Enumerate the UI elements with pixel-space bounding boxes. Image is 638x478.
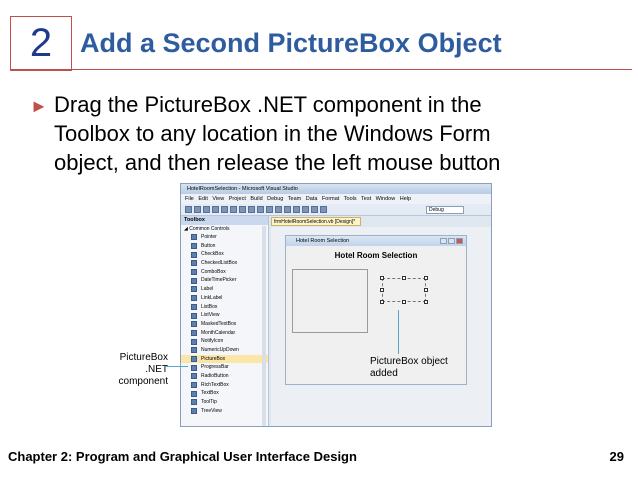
control-icon: [191, 234, 197, 240]
window-title: HotelRoomSelection - Microsoft Visual Studio: [181, 184, 491, 194]
control-icon: [191, 373, 197, 379]
toolbox-scrollbar: [262, 226, 266, 426]
toolbar-button-icon: [266, 206, 273, 213]
toolbar-button-icon: [239, 206, 246, 213]
toolbar-button-icon: [212, 206, 219, 213]
toolbox-item-label: ProgressBar: [201, 364, 229, 371]
toolbar-button-icon: [293, 206, 300, 213]
designer-tab: frmHotelRoomSelection.vb [Design]*: [271, 217, 361, 226]
toolbox-item-label: TextBox: [201, 390, 219, 397]
toolbox-item-label: RadioButton: [201, 373, 229, 379]
toolbox-item: [181, 303, 268, 312]
toolbox-item-label: MaskedTextBox: [201, 320, 237, 327]
toolbox-item: [181, 398, 268, 407]
bullet-arrow-icon: ►: [30, 96, 48, 116]
form-heading: Hotel Room Selection: [334, 251, 418, 260]
toolbar-icons: [185, 206, 327, 213]
toolbox-item-label: Button: [201, 242, 216, 249]
toolbox-panel: [181, 216, 269, 427]
toolbox-item-label: RichTextBox: [201, 381, 229, 388]
toolbar-button-icon: [194, 206, 201, 213]
toolbox-item: [181, 346, 268, 355]
toolbox-item: [181, 294, 268, 303]
control-icon: [191, 330, 197, 336]
toolbox-item-label: ListBox: [201, 303, 218, 310]
control-icon: [191, 339, 197, 345]
control-icon: [191, 356, 197, 362]
toolbar-button-icon: [302, 206, 309, 213]
resize-handle: [402, 300, 406, 304]
callout-line-left: [164, 366, 188, 367]
toolbox-item-label: NumericUpDown: [201, 346, 239, 353]
form-title: Hotel Room Selection: [296, 238, 350, 244]
resize-handle: [380, 300, 384, 304]
toolbar-button-icon: [284, 206, 291, 213]
maximize-icon: [448, 238, 455, 244]
toolbox-item: [181, 268, 268, 277]
toolbox-item: [181, 389, 268, 398]
toolbox-item: [181, 407, 268, 416]
chapter-number-box: [10, 16, 72, 70]
picturebox-2: [382, 278, 426, 302]
page-number: 29: [609, 449, 624, 464]
config-select: Debug: [426, 206, 464, 214]
toolbox-item-label: Pointer: [201, 234, 217, 240]
toolbox-item: [181, 259, 268, 268]
resize-handle: [380, 276, 384, 280]
toolbox-item-label: CheckBox: [201, 251, 224, 258]
toolbox-item: [181, 320, 268, 329]
control-icon: [191, 243, 197, 249]
toolbar-button-icon: [320, 206, 327, 213]
picturebox-1: [292, 269, 368, 333]
slide-title: Add a Second PictureBox Object: [72, 22, 632, 70]
toolbox-list: [181, 233, 268, 415]
toolbar-button-icon: [203, 206, 210, 213]
toolbar-button-icon: [185, 206, 192, 213]
toolbox-item: [181, 311, 268, 320]
toolbox-item-label: CheckedListBox: [201, 260, 238, 267]
control-icon: [191, 252, 197, 258]
form-window-buttons: [440, 238, 463, 244]
title-divider: [10, 70, 72, 71]
toolbox-item: [181, 355, 268, 364]
chapter-number: 2: [29, 20, 53, 65]
designer-surface: [271, 227, 492, 427]
toolbox-item-label: TreeView: [201, 407, 222, 414]
footer-chapter: Chapter 2: Program and Graphical User Interface Design: [8, 449, 357, 464]
toolbox-item-label: LinkLabel: [201, 294, 223, 301]
control-icon: [191, 399, 197, 405]
visual-studio-screenshot: [180, 183, 492, 427]
toolbox-item: [181, 233, 268, 242]
toolbox-item-label: MonthCalendar: [201, 329, 236, 336]
control-icon: [191, 260, 197, 266]
menu-bar: File Edit View Project Build Debug Team Data Format Tools Test Window Help: [181, 194, 491, 204]
control-icon: [191, 304, 197, 310]
control-icon: [191, 269, 197, 275]
form-title-bar: [286, 236, 466, 246]
callout-picturebox-component: PictureBox .NET component: [118, 352, 168, 387]
toolbox-item: [181, 372, 268, 381]
toolbox-item: [181, 250, 268, 259]
toolbox-item: [181, 363, 268, 372]
toolbox-title: Toolbox: [181, 216, 268, 225]
toolbar-button-icon: [248, 206, 255, 213]
control-icon: [191, 286, 197, 292]
toolbar-button-icon: [221, 206, 228, 213]
control-icon: [191, 408, 197, 414]
toolbox-item: [181, 276, 268, 285]
resize-handle: [424, 288, 428, 292]
callout-picturebox-added: PictureBox object added: [370, 356, 448, 379]
resize-handle: [380, 288, 384, 292]
control-icon: [191, 347, 197, 353]
toolbox-item: [181, 381, 268, 390]
resize-handle: [424, 300, 428, 304]
toolbox-item-label: Label: [201, 286, 214, 293]
toolbox-item-label: ToolTip: [201, 399, 217, 406]
control-icon: [191, 391, 197, 397]
bullet-text: Drag the PictureBox .NET component in the Toolbox to any location in the Windows Form object, and then release the left mouse button: [54, 92, 501, 175]
control-icon: [191, 321, 197, 327]
callout-line-right: [398, 310, 399, 354]
toolbox-item: [181, 285, 268, 294]
resize-handle: [402, 276, 406, 280]
resize-handle: [424, 276, 428, 280]
toolbar-button-icon: [275, 206, 282, 213]
control-icon: [191, 365, 197, 371]
control-icon: [191, 278, 197, 284]
toolbox-item-label: ComboBox: [201, 268, 226, 275]
toolbox-item-label: ListView: [201, 312, 220, 319]
toolbox-item: [181, 337, 268, 346]
toolbar-button-icon: [230, 206, 237, 213]
control-icon: [191, 295, 197, 301]
control-icon: [191, 382, 197, 388]
control-icon: [191, 313, 197, 319]
toolbar-button-icon: [257, 206, 264, 213]
toolbox-group: ◢ Common Controls: [184, 226, 230, 232]
toolbar: [181, 204, 491, 216]
toolbox-item: [181, 329, 268, 338]
toolbox-item-label: DateTimePicker: [201, 277, 237, 284]
close-icon: [456, 238, 463, 244]
toolbox-item: [181, 242, 268, 251]
bullet-point: [30, 90, 590, 177]
toolbar-button-icon: [311, 206, 318, 213]
minimize-icon: [440, 238, 447, 244]
toolbox-item-label: NotifyIcon: [201, 338, 224, 345]
toolbox-item-label: PictureBox: [201, 355, 226, 362]
